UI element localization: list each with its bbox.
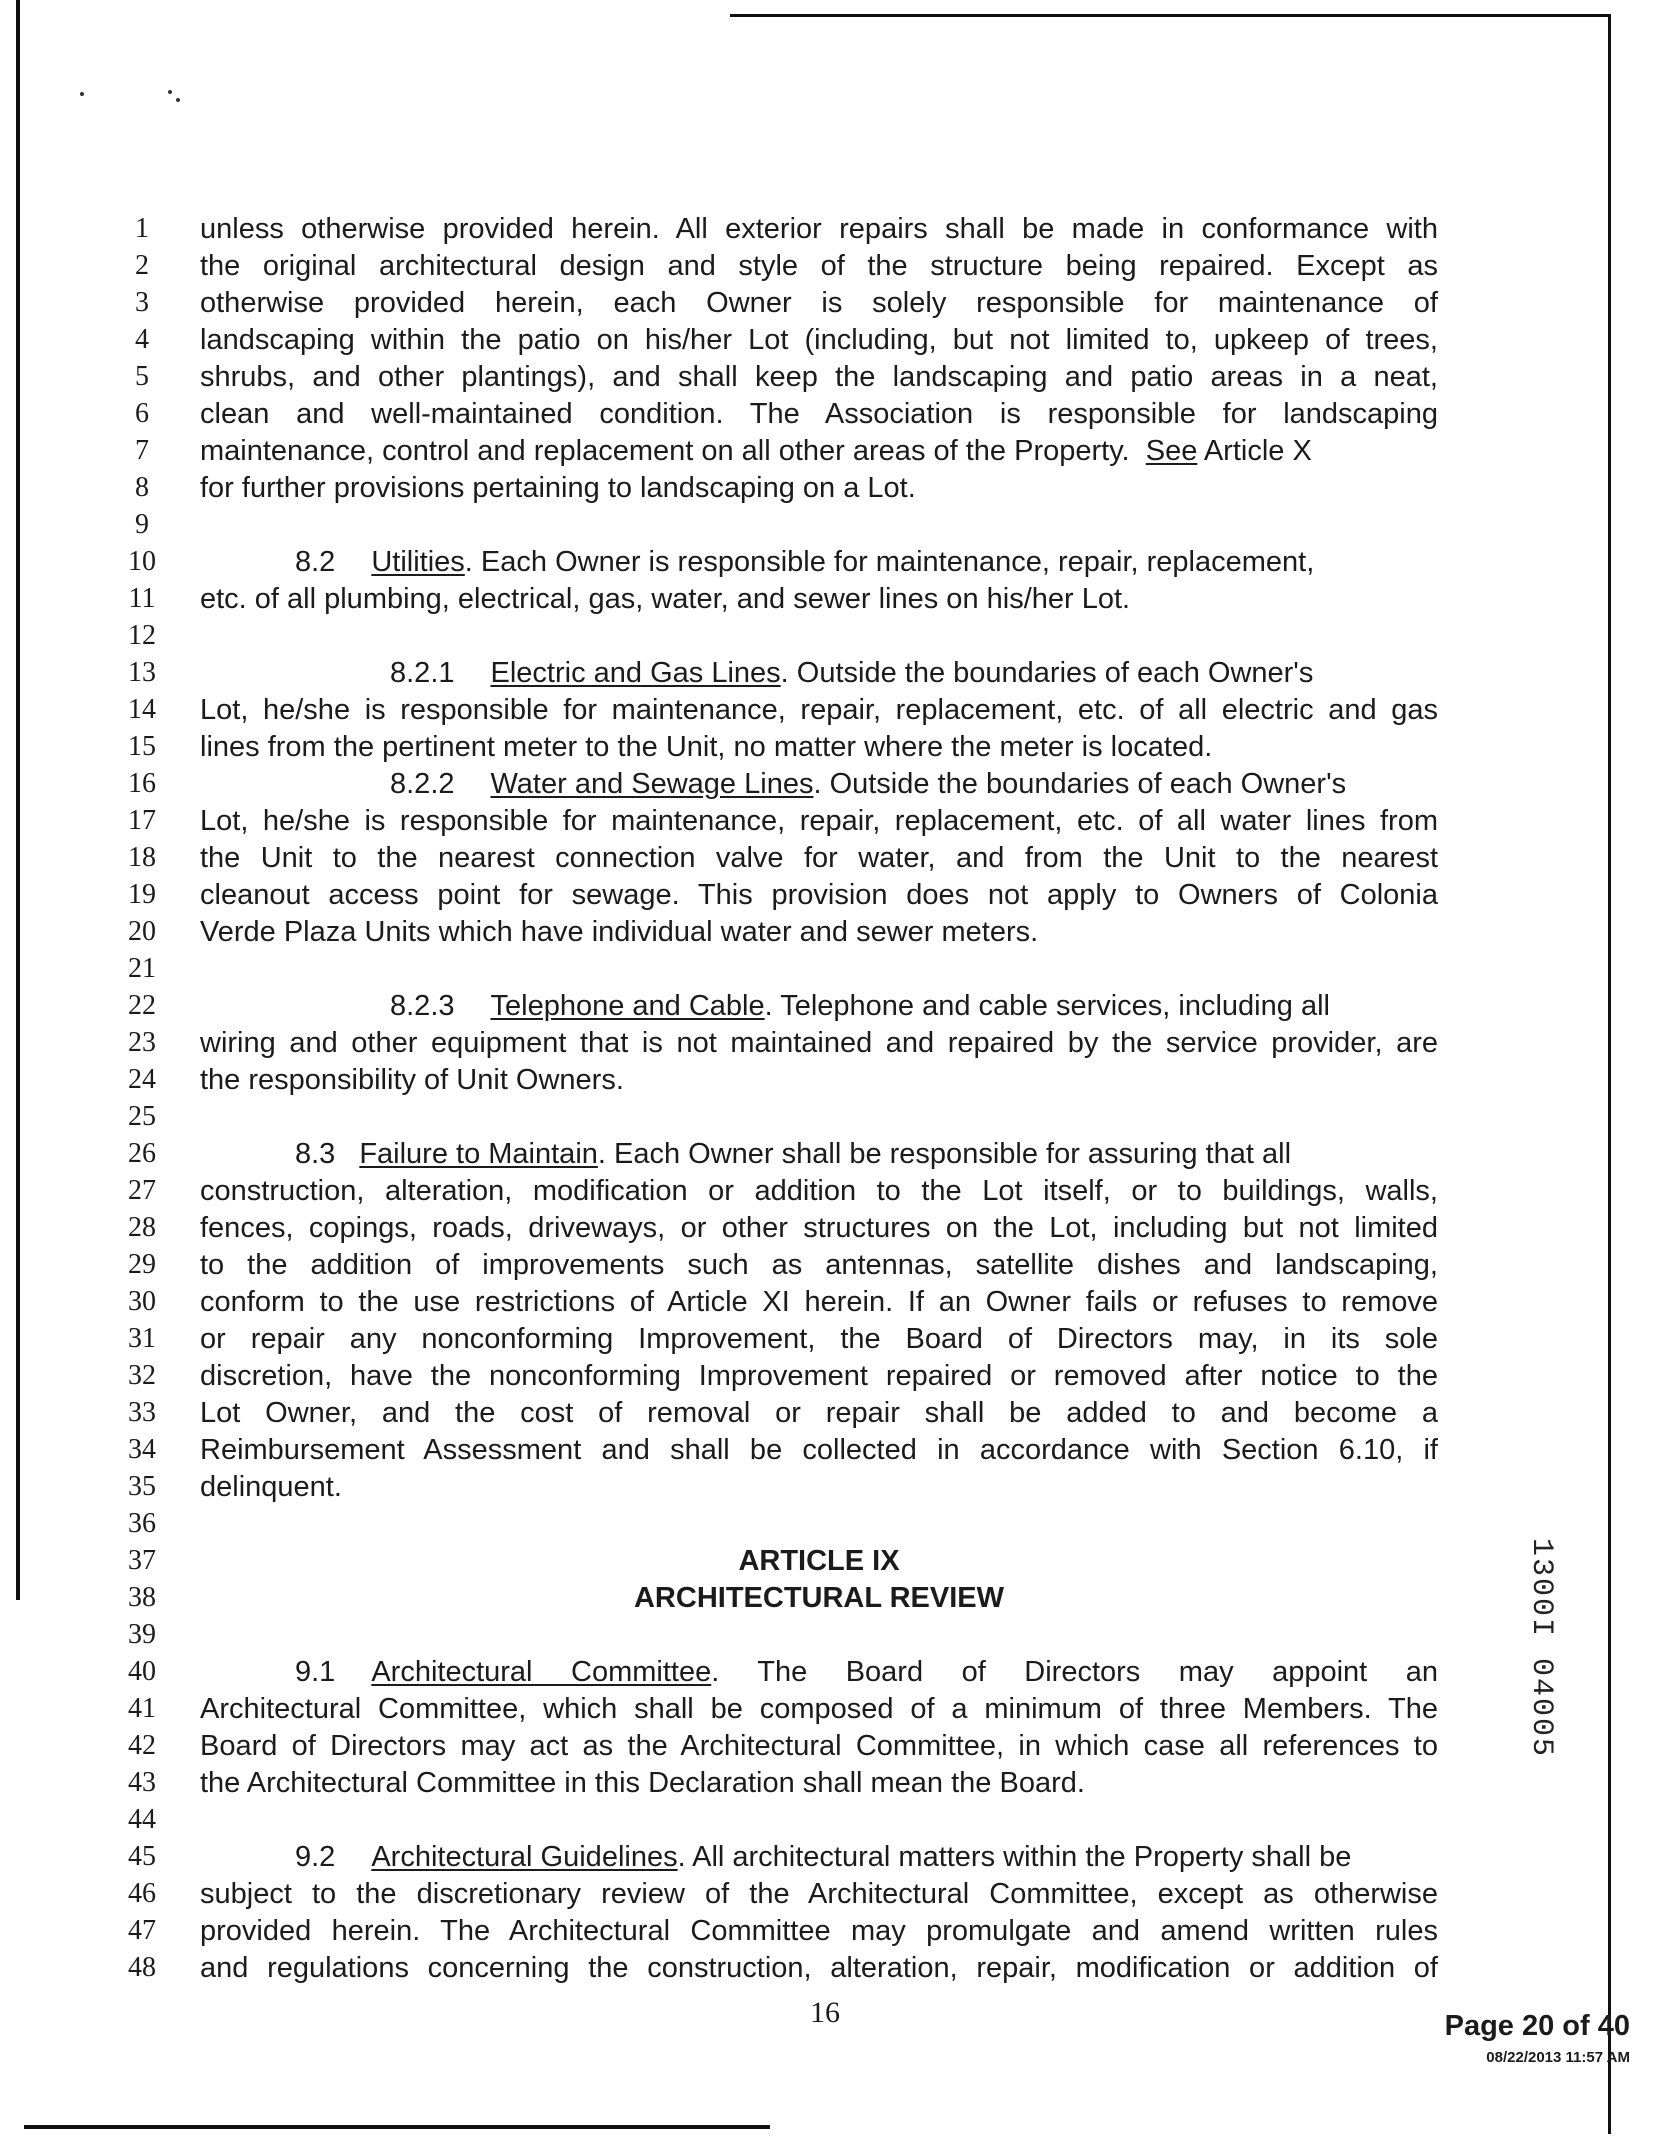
scan-speck (168, 90, 172, 94)
text-line-17: Lot, he/she is responsible for maintenance, repair, replacement, etc. of all water lines from (200, 805, 1438, 837)
line-number: 16 (128, 768, 156, 799)
line-number: 21 (128, 953, 156, 984)
line-number: 1 (135, 213, 149, 244)
line-number: 2 (135, 250, 149, 281)
line-number: 40 (128, 1656, 156, 1687)
text-line-8: for further provisions pertaining to landscaping on a Lot. (200, 472, 916, 504)
article-title: ARCHITECTURAL REVIEW (633, 1582, 1005, 1614)
right-rule (1608, 14, 1611, 2134)
line-number: 15 (128, 731, 156, 762)
line-number: 37 (128, 1545, 156, 1576)
text-line-24: the responsibility of Unit Owners. (200, 1064, 624, 1096)
line-number: 45 (128, 1841, 156, 1872)
water-sewage-title: Water and Sewage Lines (490, 768, 814, 800)
line-number: 5 (135, 361, 149, 392)
text-line-28: fences, copings, roads, driveways, or other structures on the Lot, including but not limited (200, 1212, 1438, 1244)
text-line-6: clean and well-maintained condition. The Association is responsible for landscaping (200, 398, 1438, 430)
top-rule (730, 14, 1610, 17)
line-number: 3 (135, 287, 149, 318)
section-8-2-3-heading: 8.2.3 Telephone and Cable. Telephone and cable services, including all (390, 990, 1330, 1022)
failure-maintain-title: Failure to Maintain (359, 1138, 598, 1170)
bottom-rule (24, 2125, 770, 2129)
text-line-31: or repair any nonconforming Improvement, the Board of Directors may, in its sole (200, 1323, 1438, 1355)
line-number: 14 (128, 694, 156, 725)
electric-gas-title: Electric and Gas Lines (490, 657, 781, 689)
text-line-3: otherwise provided herein, each Owner is solely responsible for maintenance of (200, 287, 1438, 319)
text-line-35: delinquent. (200, 1471, 342, 1503)
recording-stamp: 1300I 04005 (1524, 1538, 1558, 1759)
line-number: 32 (128, 1360, 156, 1391)
line-number: 9 (135, 509, 149, 540)
line-number: 46 (128, 1878, 156, 1909)
line-number: 24 (128, 1064, 156, 1095)
line-number: 11 (128, 583, 156, 614)
line-number: 17 (128, 805, 156, 836)
line-number: 25 (128, 1101, 156, 1132)
scan-speck (176, 98, 180, 102)
section-9-1-heading: 9.1 Architectural Committee. The Board of Directors may appoint an (295, 1656, 1438, 1688)
section-8-3-heading: 8.3 Failure to Maintain. Each Owner shall be responsible for assuring that all (295, 1138, 1292, 1170)
section-8-2-heading: 8.2 Utilities. Each Owner is responsible for maintenance, repair, replacement, (295, 546, 1315, 578)
text-line-46: subject to the discretionary review of the Architectural Committee, except as otherwise (200, 1878, 1438, 1910)
text-line-18: the Unit to the nearest connection valve for water, and from the Unit to the nearest (200, 842, 1438, 874)
line-number: 47 (128, 1915, 156, 1946)
line-number: 34 (128, 1434, 156, 1465)
text-line-4: landscaping within the patio on his/her Lot (including, but not limited to, upkeep of trees, (200, 324, 1438, 356)
section-8-2-2-heading: 8.2.2 Water and Sewage Lines. Outside the boundaries of each Owner's (390, 768, 1347, 800)
line-number: 12 (128, 620, 156, 651)
text-line-5: shrubs, and other plantings), and shall keep the landscaping and patio areas in a neat, (200, 361, 1438, 393)
section-9-2-heading: 9.2 Architectural Guidelines. All architectural matters within the Property shall be (295, 1841, 1352, 1873)
text-line-23: wiring and other equipment that is not maintained and repaired by the service provider, are (200, 1027, 1438, 1059)
text-line-34: Reimbursement Assessment and shall be collected in accordance with Section 6.10, if (200, 1434, 1438, 1466)
line-number: 33 (128, 1397, 156, 1428)
arch-guidelines-title: Architectural Guidelines (371, 1841, 678, 1873)
line-number: 41 (128, 1693, 156, 1724)
text-line-48: and regulations concerning the construction, alteration, repair, modification or addition of (200, 1952, 1438, 1984)
text-line-14: Lot, he/she is responsible for maintenance, repair, replacement, etc. of all electric and gas (200, 694, 1438, 726)
see-ref: See (1145, 435, 1198, 467)
line-number: 7 (135, 435, 149, 466)
text-line-1: unless otherwise provided herein. All exterior repairs shall be made in conformance with (200, 213, 1438, 245)
line-number: 26 (128, 1138, 156, 1169)
text-line-43: the Architectural Committee in this Declaration shall mean the Board. (200, 1767, 1085, 1799)
line-number: 36 (128, 1508, 156, 1539)
arch-committee-title: Architectural Committee (371, 1656, 712, 1688)
line-number: 8 (135, 472, 149, 503)
text-line-2: the original architectural design and style of the structure being repaired. Except as (200, 250, 1438, 282)
line-number: 29 (128, 1249, 156, 1280)
line-number: 38 (128, 1582, 156, 1613)
line-number: 13 (128, 657, 156, 688)
text-line-42: Board of Directors may act as the Architectural Committee, in which case all references to (200, 1730, 1438, 1762)
line-number: 22 (128, 990, 156, 1021)
text-line-47: provided herein. The Architectural Committee may promulgate and amend written rules (200, 1915, 1438, 1947)
text-line-27: construction, alteration, modification or addition to the Lot itself, or to buildings, walls, (200, 1175, 1438, 1207)
utilities-title: Utilities (371, 546, 465, 578)
line-number: 18 (128, 842, 156, 873)
page-number: 16 (810, 1996, 840, 2029)
section-8-2-1-heading: 8.2.1 Electric and Gas Lines. Outside the boundaries of each Owner's (390, 657, 1314, 689)
line-number: 23 (128, 1027, 156, 1058)
line-number: 35 (128, 1471, 156, 1502)
line-number: 44 (128, 1804, 156, 1835)
article-heading: ARTICLE IX (738, 1545, 900, 1577)
line-number: 27 (128, 1175, 156, 1206)
text-line-19: cleanout access point for sewage. This provision does not apply to Owners of Colonia (200, 879, 1438, 911)
line-number: 28 (128, 1212, 156, 1243)
line-number: 42 (128, 1730, 156, 1761)
text-line-30: conform to the use restrictions of Article XI herein. If an Owner fails or refuses to remove (200, 1286, 1438, 1318)
left-rule (16, 0, 20, 1600)
text-line-29: to the addition of improvements such as antennas, satellite dishes and landscaping, (200, 1249, 1438, 1281)
text-line-41: Architectural Committee, which shall be composed of a minimum of three Members. The (200, 1693, 1438, 1725)
text-line-32: discretion, have the nonconforming Improvement repaired or removed after notice to the (200, 1360, 1438, 1392)
text-line-33: Lot Owner, and the cost of removal or repair shall be added to and become a (200, 1397, 1438, 1429)
timestamp: 08/22/2013 11:57 AM (1486, 2049, 1630, 2066)
telephone-cable-title: Telephone and Cable (490, 990, 765, 1022)
line-number: 19 (128, 879, 156, 910)
line-number: 20 (128, 916, 156, 947)
text-line-15: lines from the pertinent meter to the Unit, no matter where the meter is located. (200, 731, 1213, 763)
line-number: 39 (128, 1619, 156, 1650)
scan-speck (80, 92, 84, 96)
text-line-7: maintenance, control and replacement on all other areas of the Property. See Article X (200, 435, 1312, 467)
line-number: 6 (135, 398, 149, 429)
line-number: 48 (128, 1952, 156, 1983)
line-number: 31 (128, 1323, 156, 1354)
text-line-20: Verde Plaza Units which have individual water and sewer meters. (200, 916, 1039, 948)
line-number: 43 (128, 1767, 156, 1798)
line-number: 4 (135, 324, 149, 355)
line-number: 10 (128, 546, 156, 577)
page-label: Page 20 of 40 (1444, 2010, 1630, 2042)
text-line-11: etc. of all plumbing, electrical, gas, water, and sewer lines on his/her Lot. (200, 583, 1131, 615)
line-number: 30 (128, 1286, 156, 1317)
